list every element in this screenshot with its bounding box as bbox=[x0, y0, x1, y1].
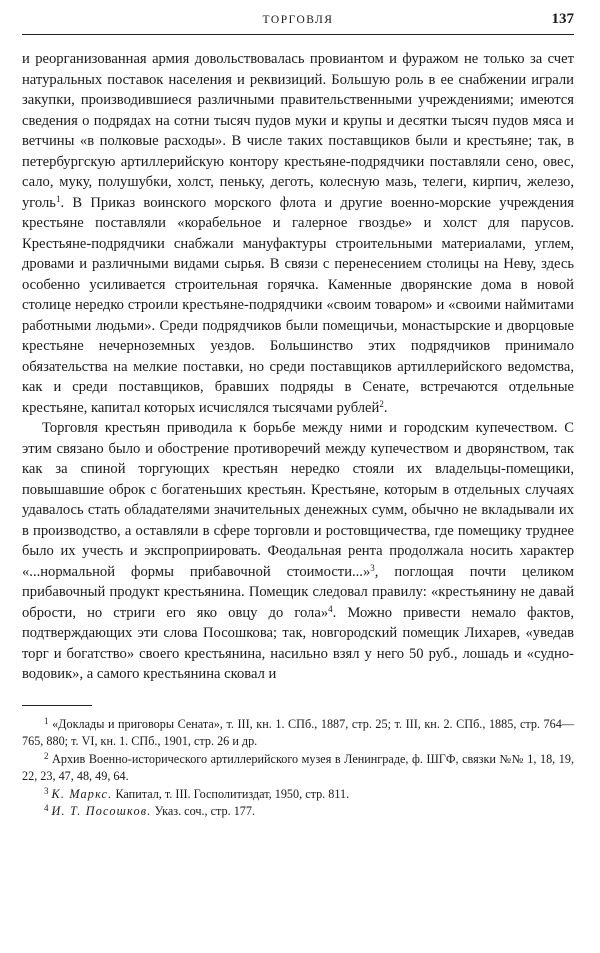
paragraph-1-part-b: . В Приказ воинского морского флота и другие военно-морские учреждения крестьяне поставляли «корабельное и галерное гвоздье» и холст для парусов. Крестьяне-подрядчики снабжали мануфактуры строительными материалами, углем, дровами и различными видами сырья. В связи с перенесением столицы на Неву, здесь особенно усиливается строительная горячка. Каменные дворянские дома в новой столице нередко строили крестьяне-подрядчики «своим товаром» и «своими наймитами работными людьми». Среди подрядчиков были помещичьи, монастырские и дворцовые крестьяне нечерноземных уездов. Большинство этих подрядчиков принимало обязательства на мелкие поставки, но среди поставщиков артиллерийского ведомства, как и среди поставщиков, бравших подряды в Сенате, встречаются отдельные крестьяне, капитал которых исчислялся тысячами рублей bbox=[22, 194, 574, 416]
footnote-2 bbox=[22, 751, 574, 786]
footnotes bbox=[22, 716, 574, 821]
paragraph-1-part-a: и реорганизованная армия довольствовалась провиантом и фуражом не только за счет натуральных поставок населения и реквизиций. Большую роль в ее снабжении играли закупки, производившиеся различными правительственными учреждениями; имеются сведения о подрядах на сотни тысяч пудов муки и крупы и десятки тысяч пудов мяса и ветчины «в полковые расходы». В числе таких поставщиков были и крестьяне; так, в петербургскую артиллерийскую контору крестьяне-подрядчики поставляли сено, овес, сало, муку, полушубки, холст, пеньку, деготь, колесную мазь, телеги, кирпич, железо, уголь bbox=[22, 51, 574, 211]
paragraph-1 bbox=[22, 49, 574, 418]
paragraph-2-part-b: , поглощая почти целиком прибавочный продукт крестьянина. Помещик следовал правилу: «крестьянину не давай обрости, но стриги его яко овцу до гола» bbox=[22, 563, 574, 621]
footnote-number: 2 bbox=[44, 750, 49, 761]
footnote-text: «Доклады и приговоры Сената», т. III, кн. 1. СПб., 1887, стр. 25; т. III, кн. 2. СПб., 1885, стр. 764—765, 880; т. VI, кн. 1. СПб., 1901, стр. 26 и др. bbox=[22, 716, 575, 748]
footnote-text: Архив Военно-исторического артиллерийского музея в Ленинграде, ф. ШГФ, связки №№ 1, 18, 19, 22, 23, 47, 48, 49, 64. bbox=[22, 751, 574, 783]
page-header bbox=[22, 10, 574, 35]
footnote-number: 1 bbox=[44, 715, 49, 726]
paragraph-2 bbox=[22, 418, 574, 685]
footnote-4 bbox=[22, 803, 574, 821]
footnote-3 bbox=[22, 786, 574, 804]
footnote-1 bbox=[22, 716, 574, 751]
paragraph-2-part-c: . Можно привести немало фактов, подтверждающих эти слова Посошкова; так, новгородский помещик Лихарев, «уведав торг и богатство» своего крестьянина, насильно взял у него 50 руб., лошадь и «судно-водовик», а самого крестьянина сковал и bbox=[22, 604, 574, 682]
paragraph-2-part-a: Торговля крестьян приводила к борьбе между ними и городским купечеством. С этим связано было и обострение противоречий между купечеством и дворянством, так как за спиной торгующих крестьян нередко стояли их владельцы-помещики, повышавшие оброк с богатеньших крестьян. Крестьяне, которым в отдельных случаях удавалось стать обладателями значительных денежных сумм, обычно не вкладывали их в производство, а оставляли в сфере торговли и ростовщичества, где помещику труднее было их учесть и экспроприировать. Феодальная рента продолжала носить характер «...нормальной формы прибавочной стоимости...» bbox=[22, 420, 574, 580]
footnote-ref-1: 1 bbox=[55, 193, 61, 204]
footnote-text: Указ. соч., стр. 177. bbox=[151, 804, 256, 818]
running-head: ТОРГОВЛЯ bbox=[262, 14, 334, 26]
footnote-number: 4 bbox=[44, 803, 49, 813]
book-page bbox=[22, 10, 574, 821]
footnote-author: К. Маркс. bbox=[51, 786, 113, 801]
footnote-number: 3 bbox=[44, 785, 49, 796]
main-text bbox=[22, 49, 574, 685]
footnote-author: И. Т. Посошков. bbox=[51, 804, 152, 818]
footnote-ref-2: 2 bbox=[379, 398, 384, 409]
footnote-text: Капитал, т. III. Госполитиздат, 1950, стр. 811. bbox=[112, 786, 350, 801]
paragraph-1-end: . bbox=[383, 399, 388, 416]
footnote-divider bbox=[22, 705, 92, 706]
page-number: 137 bbox=[551, 11, 574, 27]
footnote-ref-3: 3 bbox=[370, 562, 375, 573]
footnote-ref-4: 4 bbox=[328, 603, 333, 614]
